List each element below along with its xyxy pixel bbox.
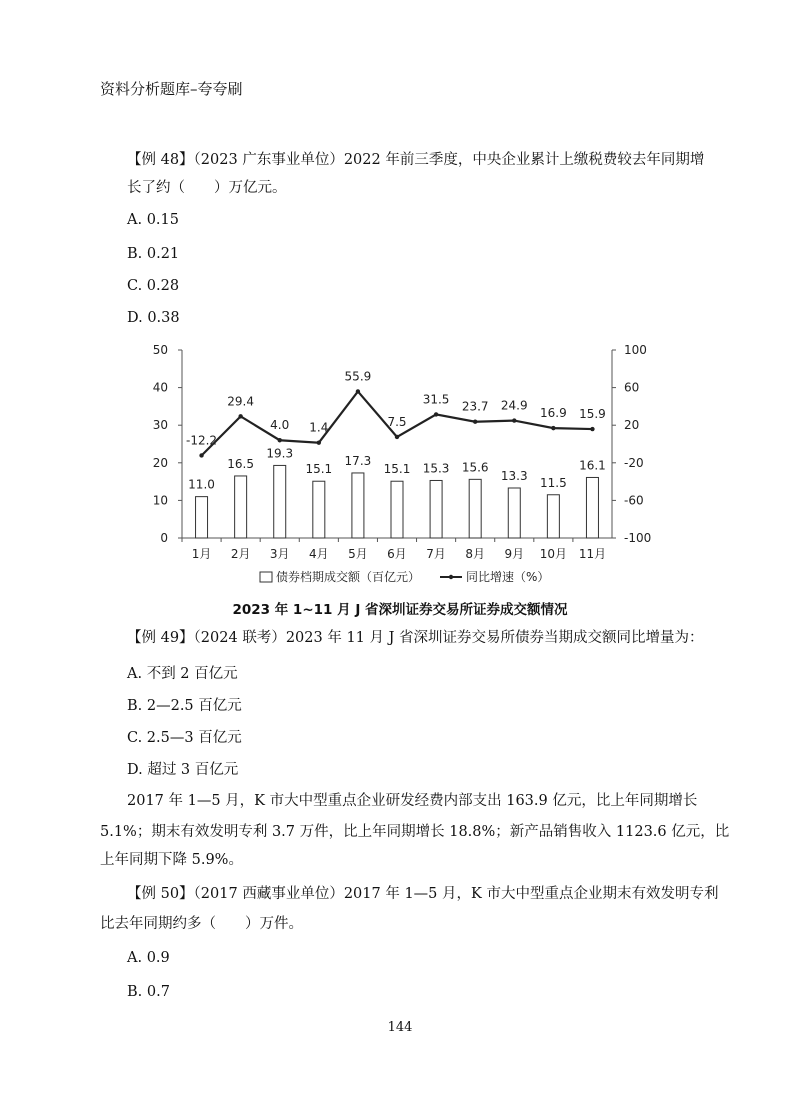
bar-data-label: 16.1 [579,458,606,473]
bar [430,480,442,538]
legend-bar-swatch [260,572,272,582]
q49-option-a: A. 不到 2 百亿元 [127,666,238,682]
combo-chart [140,338,660,618]
y-right-tick-label: 60 [624,380,640,395]
bar-data-label: 15.1 [305,462,333,477]
line-point [395,435,399,439]
bar [586,477,598,538]
page-header: 资料分析题库–夸夸刷 [100,80,243,98]
y-left-tick-label: 20 [152,455,168,470]
x-tick-label: 9月 [504,547,525,561]
bar-data-label: 15.3 [422,461,450,476]
x-tick-label: 5月 [348,547,368,561]
line-point [317,440,321,444]
y-left-tick-label: 10 [152,493,168,508]
y-right-tick-label: -20 [624,455,644,470]
bar-data-label: 15.6 [461,460,489,475]
line-data-label: 7.5 [387,414,407,429]
material-line1: 2017 年 1—5 月，K 市大中型重点企业研发经费内部支出 163.9 亿元，比上年同期增长 [127,793,698,809]
bar-data-label: 16.5 [227,456,254,471]
material-line3: 上年同期下降 5.9%。 [100,852,243,868]
line-point [551,426,555,430]
chart-title: 2023 年 1~11 月 J 省深圳证券交易所证券成交额情况 [232,602,568,618]
y-right-tick-label: -60 [624,493,644,508]
line-data-label: 1.4 [309,420,329,435]
line-point [356,389,360,393]
line-point [278,438,282,442]
y-left-tick-label: 30 [152,418,168,433]
line-data-label: 24.9 [500,398,528,413]
q50-option-b: B. 0.7 [127,984,170,1000]
q48-stem-line1: 【例 48】（2023 广东事业单位）2022 年前三季度，中央企业累计上缴税费较去年同期增 [127,152,705,168]
x-tick-label: 1月 [191,547,212,561]
legend-line-marker [449,575,453,579]
chart-canvas [140,338,660,618]
material-line2: 5.1%；期末有效发明专利 3.7 万件，比上年同期增长 18.8%；新产品销售收入 1123.6 亿元，比 [100,824,730,840]
line-data-label: 15.9 [579,407,606,422]
y-right-tick-label: -100 [624,531,652,545]
x-tick-label: 6月 [387,547,407,561]
bar-data-label: 11.0 [188,477,215,492]
x-tick-label: 11月 [578,547,607,561]
line-point [512,418,516,422]
line-data-label: 16.9 [540,406,567,421]
q49-stem-line1: 【例 49】（2024 联考）2023 年 11 月 J 省深圳证券交易所债券当期成交额同比增量为： [127,630,704,646]
x-tick-label: 7月 [426,547,446,561]
legend-line-label: 同比增速（%） [466,570,550,584]
y-left-tick-label: 40 [152,380,168,395]
bar-data-label: 15.1 [383,462,411,477]
q48-option-b: B. 0.21 [127,246,180,262]
bar-data-label: 17.3 [344,453,372,468]
q50-stem-line1: 【例 50】（2017 西藏事业单位）2017 年 1—5 月，K 市大中型重点企业期末有效发明专利 [127,886,719,902]
line-data-label: 23.7 [461,399,489,414]
y-left-tick-label: 50 [152,343,168,357]
y-right-tick-label: 20 [624,418,640,433]
line-data-label: 4.0 [270,418,290,433]
bar [352,473,364,538]
q50-stem-line2: 比去年同期约多（ ）万件。 [100,916,303,932]
bar [274,465,286,538]
bar-data-label: 13.3 [500,468,528,483]
bar-data-label: 11.5 [540,475,567,490]
q48-option-a: A. 0.15 [127,212,179,228]
line-data-label: 55.9 [344,369,372,384]
bar [313,481,325,538]
x-tick-label: 2月 [230,547,251,561]
bar-data-label: 19.3 [266,446,294,461]
line-data-label: 29.4 [227,394,254,409]
line-point [238,414,242,418]
q50-option-a: A. 0.9 [127,950,170,966]
page-number: 144 [387,1020,413,1035]
line-point [590,427,594,431]
q48-option-d: D. 0.38 [127,310,180,326]
legend-bar-label: 债券档期成交额（百亿元） [276,570,421,584]
bar [235,476,247,538]
q49-option-c: C. 2.5—3 百亿元 [127,730,242,746]
bar [547,495,559,538]
q49-option-b: B. 2—2.5 百亿元 [127,698,242,714]
y-left-tick-label: 0 [160,531,168,545]
q48-stem-line2: 长了约（ ）万亿元。 [127,180,287,196]
line-point [473,420,477,424]
bar [196,497,208,538]
bar [508,488,520,538]
y-right-tick-label: 100 [624,343,647,357]
q48-option-c: C. 0.28 [127,278,180,294]
x-tick-label: 4月 [308,547,329,561]
bar [469,479,481,538]
line-data-label: -12.2 [186,433,218,448]
line-point [434,412,438,416]
bar [391,481,403,538]
x-tick-label: 10月 [539,547,568,561]
x-tick-label: 3月 [269,547,290,561]
q49-option-d: D. 超过 3 百亿元 [127,762,239,778]
x-tick-label: 8月 [465,547,486,561]
line-data-label: 31.5 [422,392,450,407]
line-point [199,453,203,457]
